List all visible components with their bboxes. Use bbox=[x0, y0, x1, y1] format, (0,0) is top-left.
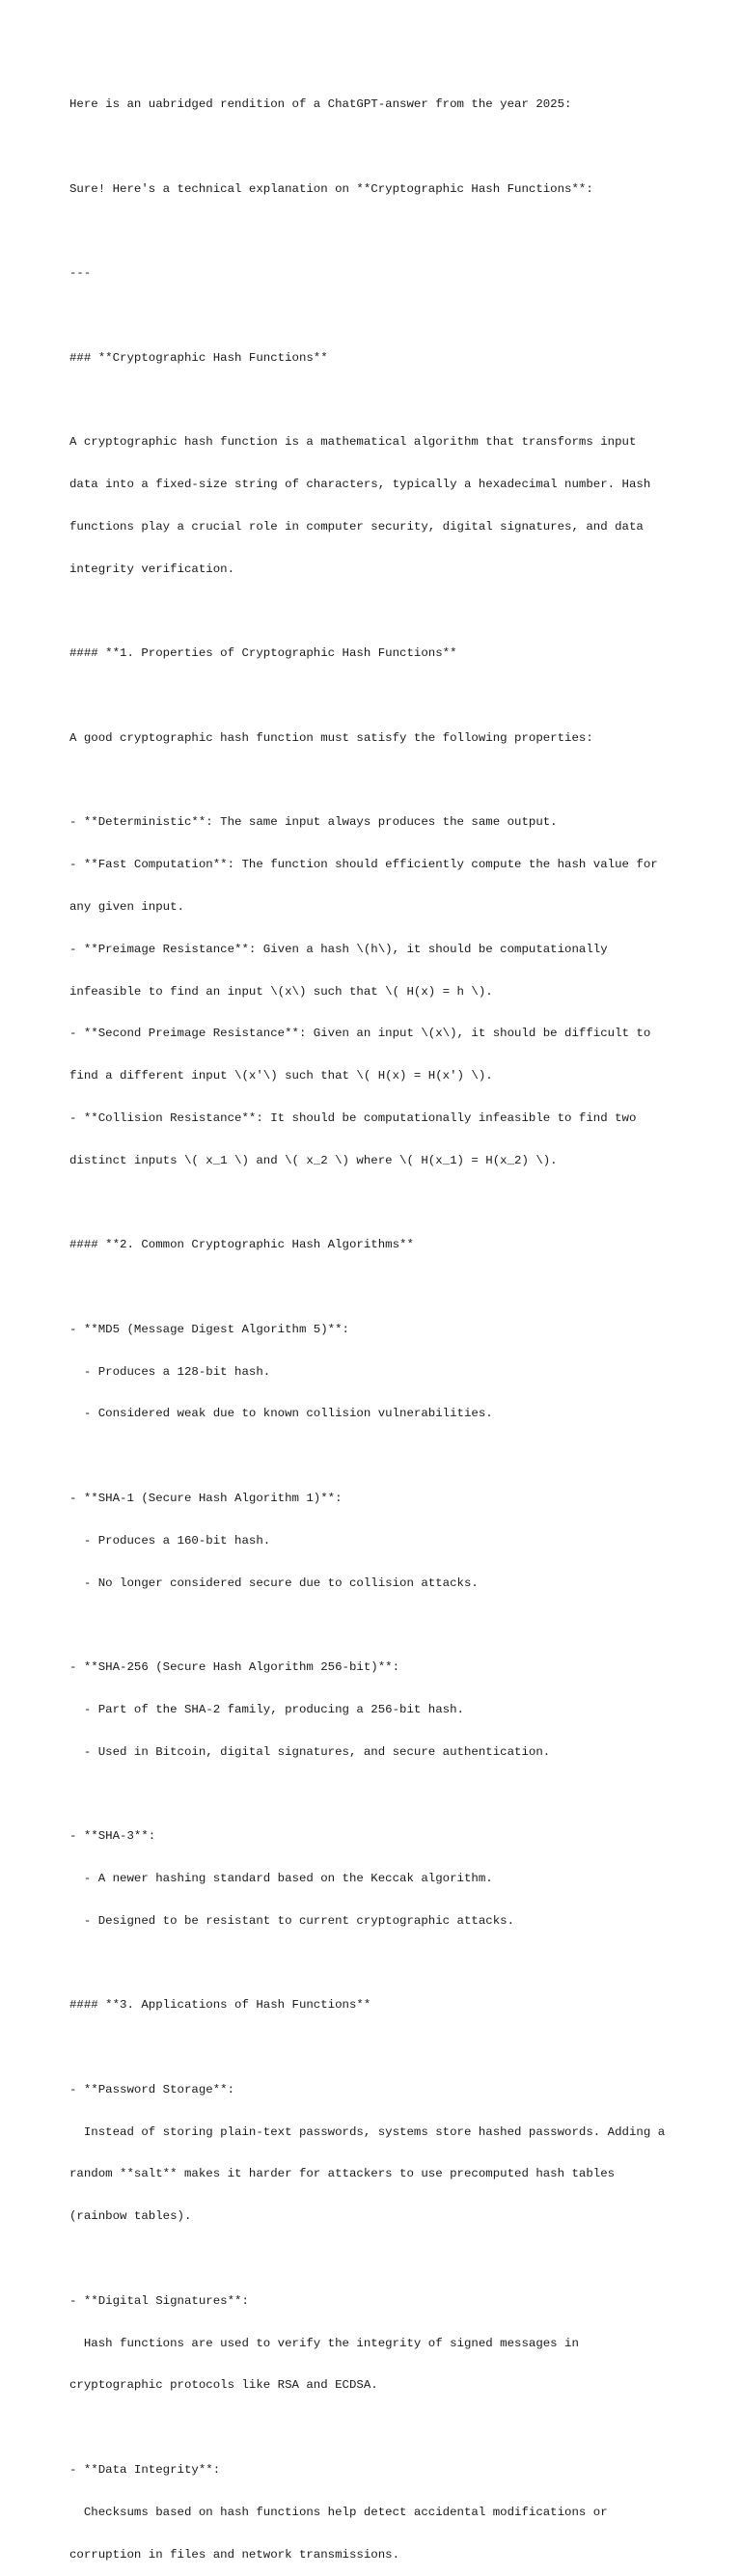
text-line bbox=[69, 1280, 687, 1295]
paragraph-line: A cryptographic hash function is a mathematical algorithm that transforms input bbox=[69, 435, 637, 450]
text-line bbox=[69, 2041, 687, 2055]
list-item: - No longer considered secure due to collision attacks. bbox=[69, 1576, 479, 1590]
list-item: cryptographic protocols like RSA and ECDSA. bbox=[69, 2378, 378, 2393]
list-item: - Used in Bitcoin, digital signatures, and secure authentication. bbox=[69, 1744, 551, 1759]
subsection-heading: #### **2. Common Cryptographic Hash Algorithms** bbox=[69, 1238, 414, 1252]
document-body bbox=[69, 69, 687, 2576]
text-line bbox=[69, 2252, 687, 2266]
list-item: find a different input \(x'\) such that \( H(x) = H(x') \). bbox=[69, 1069, 493, 1083]
text-line: Sure! Here's a technical explanation on **Cryptographic Hash Functions**: bbox=[69, 181, 593, 196]
list-item: - A newer hashing standard based on the Keccak algorithm. bbox=[69, 1872, 493, 1885]
list-item: corruption in files and network transmissions. bbox=[69, 2547, 400, 2562]
paragraph-line: A good cryptographic hash function must satisfy the following properties: bbox=[69, 730, 593, 745]
subsection-heading: #### **3. Applications of Hash Functions** bbox=[69, 1998, 371, 2013]
horizontal-rule-text: --- bbox=[69, 266, 92, 281]
subsection-heading: #### **1. Properties of Cryptographic Hash Functions** bbox=[69, 646, 457, 661]
list-item: - **Data Integrity**: bbox=[69, 2462, 221, 2477]
list-item: infeasible to find an input \(x\) such that \( H(x) = h \). bbox=[69, 984, 493, 999]
list-item: - Produces a 160-bit hash. bbox=[69, 1533, 271, 1548]
text-line bbox=[69, 605, 687, 619]
paragraph-line: functions play a crucial role in computer security, digital signatures, and data bbox=[69, 520, 644, 534]
list-item: - **Deterministic**: The same input always produces the same output. bbox=[69, 815, 558, 830]
text-line bbox=[69, 1449, 687, 1464]
section-heading: ### **Cryptographic Hash Functions** bbox=[69, 350, 328, 365]
text-line bbox=[69, 140, 687, 154]
list-item: Hash functions are used to verify the integrity of signed messages in bbox=[69, 2336, 579, 2350]
paragraph-line: data into a fixed-size string of characters, typically a hexadecimal number. Hash bbox=[69, 478, 651, 492]
list-item: - **SHA-1 (Secure Hash Algorithm 1)**: bbox=[69, 1491, 343, 1505]
text-line bbox=[69, 1957, 687, 1971]
text-line bbox=[69, 225, 687, 239]
text-line bbox=[69, 309, 687, 323]
text-line bbox=[69, 1787, 687, 1801]
list-item: - **Preimage Resistance**: Given a hash \(h\), it should be computationally bbox=[69, 942, 608, 956]
list-item: - **MD5 (Message Digest Algorithm 5)**: bbox=[69, 1322, 349, 1336]
text-line bbox=[69, 394, 687, 408]
list-item: distinct inputs \( x_1 \) and \( x_2 \) where \( H(x_1) = H(x_2) \). bbox=[69, 1153, 558, 1167]
list-item: Instead of storing plain-text passwords, systems store hashed passwords. Adding a bbox=[69, 2124, 666, 2139]
list-item: random **salt** makes it harder for attackers to use precomputed hash tables bbox=[69, 2167, 616, 2181]
list-item: - **Fast Computation**: The function should efficiently compute the hash value for bbox=[69, 858, 658, 872]
list-item: any given input. bbox=[69, 900, 184, 915]
list-item: - Designed to be resistant to current cryptographic attacks. bbox=[69, 1913, 515, 1928]
list-item: - **SHA-3**: bbox=[69, 1829, 156, 1844]
list-item: (rainbow tables). bbox=[69, 2209, 192, 2224]
list-item: Checksums based on hash functions help detect accidental modifications or bbox=[69, 2505, 608, 2519]
text-line bbox=[69, 1618, 687, 1632]
list-item: - **Second Preimage Resistance**: Given an input \(x\), it should be difficult to bbox=[69, 1027, 651, 1041]
text-line bbox=[69, 1196, 687, 1211]
list-item: - Part of the SHA-2 family, producing a 256-bit hash. bbox=[69, 1702, 464, 1716]
text-line bbox=[69, 689, 687, 703]
paragraph-line: integrity verification. bbox=[69, 562, 235, 576]
list-item: - **Digital Signatures**: bbox=[69, 2293, 249, 2308]
list-item: - **Collision Resistance**: It should be computationally infeasible to find two bbox=[69, 1110, 637, 1125]
text-line bbox=[69, 774, 687, 788]
text-line: Here is an uabridged rendition of a ChatGPT-answer from the year 2025: bbox=[69, 97, 572, 112]
list-item: - **SHA-256 (Secure Hash Algorithm 256-bit)**: bbox=[69, 1660, 400, 1675]
list-item: - Produces a 128-bit hash. bbox=[69, 1364, 271, 1379]
list-item: - **Password Storage**: bbox=[69, 2082, 235, 2096]
list-item: - Considered weak due to known collision vulnerabilities. bbox=[69, 1407, 493, 1421]
text-line bbox=[69, 2421, 687, 2435]
